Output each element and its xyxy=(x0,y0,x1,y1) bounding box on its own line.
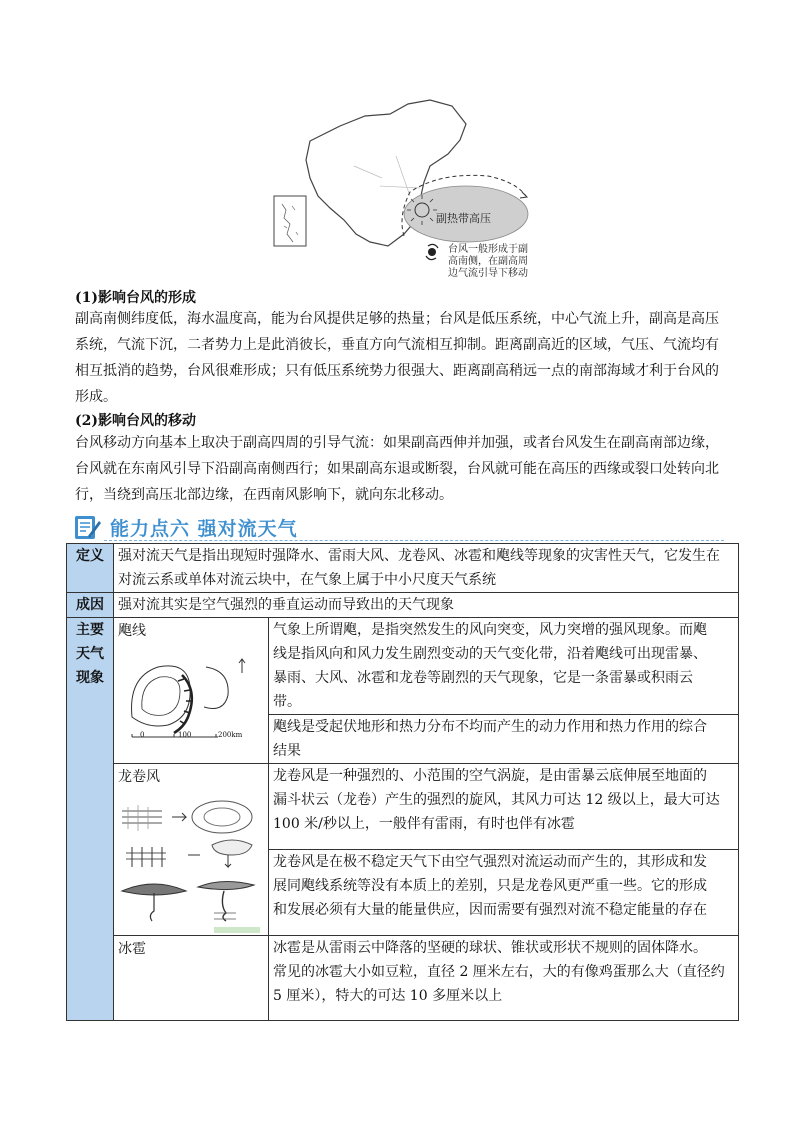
tornado-desc-cell xyxy=(269,764,739,850)
section-paragraph-formation xyxy=(75,306,735,410)
definition-cell xyxy=(114,544,739,593)
hail-desc-cell xyxy=(269,936,739,1021)
phenomena-label-line: 天气 xyxy=(76,646,104,662)
scale-label: 100 xyxy=(178,731,192,739)
definition-line: 强对流天气是指出现短时强降水、雷雨大风、龙卷风、冰雹和飑线等现象的灾害性天气，它发生在 xyxy=(118,548,720,564)
hail-name-cell xyxy=(114,936,269,1021)
scale-label: 0 xyxy=(140,731,145,739)
table-row-definition xyxy=(67,544,739,593)
tornado-desc-line: 100 米/秒以上，一般伴有雷雨，有时也伴有冰雹 xyxy=(273,816,575,832)
cause-label: 成因 xyxy=(67,593,114,618)
definition-line: 对流云系或单体对流云块中，在气象上属于中小尺度天气系统 xyxy=(118,572,496,588)
definition-label: 定义 xyxy=(67,544,114,593)
phenomena-label-line: 主要 xyxy=(76,622,104,638)
tornado-cause-line: 和发展必须有大量的能量供应，因而需要有强烈对流不稳定能量的存在 xyxy=(273,902,707,918)
squall-line-diagram xyxy=(118,647,258,743)
tornado-desc-line: 龙卷风是一种强烈的、小范围的空气涡旋，是由雷暴云底伸展至地面的 xyxy=(273,768,707,784)
squall-cause-line: 飑线是受起伏地形和热力分布不均而产生的动力作用和热力作用的综合 xyxy=(273,719,707,735)
hail-desc-line: 5 厘米），特大的可达 10 多厘米以上 xyxy=(273,988,503,1004)
scale-label: 200km xyxy=(218,731,243,739)
paragraph-line: 行，当绕到高压北部边缘，在西南风影响下，就向东北移动。 xyxy=(75,487,453,503)
squall-desc-cell xyxy=(269,618,739,715)
phenomena-label xyxy=(67,618,114,1021)
squall-cause-cell xyxy=(269,715,739,764)
typhoon-caption-3: 边气流引导下移动 xyxy=(448,268,528,279)
table-row-hail xyxy=(67,936,739,1021)
hail-desc-line: 冰雹是从雷雨云中降落的坚硬的球状、锥状或形状不规则的固体降水。 xyxy=(273,940,707,956)
section-heading-movement: (2)影响台风的移动 xyxy=(75,413,196,429)
squall-desc-line: 暴雨、大风、冰雹和龙卷等剧烈的天气现象，它是一条雷暴或积雨云 xyxy=(273,670,693,686)
squall-name: 飑线 xyxy=(118,623,146,639)
hail-name: 冰雹 xyxy=(118,941,146,957)
typhoon-caption-2: 高南侧，在副高周 xyxy=(448,256,528,267)
tornado-formation-diagram xyxy=(118,793,264,935)
tornado-cause-line: 龙卷风是在极不稳定天气下由空气强烈对流运动而产生的，其形成和发 xyxy=(273,854,707,870)
squall-desc-line: 带。 xyxy=(273,694,301,710)
cause-cell: 强对流其实是空气强烈的垂直运动而导致出的天气现象 xyxy=(114,593,739,618)
paragraph-line: 相互抵消的趋势，台风很难形成；只有低压系统势力很强大、距离副高稍远一点的南部海域才利于台风的 xyxy=(75,363,719,379)
table-row-tornado xyxy=(67,764,739,850)
phenomena-label-line: 现象 xyxy=(76,670,104,686)
paragraph-line: 副高南侧纬度低，海水温度高，能为台风提供足够的热量；台风是低压系统，中心气流上升，副高是高压 xyxy=(75,311,719,327)
banner-divider xyxy=(104,540,724,541)
squall-cause-line: 结果 xyxy=(273,743,301,759)
section-paragraph-movement xyxy=(75,430,735,508)
paragraph-line: 系统，气流下沉，二者势力上是此消彼长，垂直方向气流相互抑制。距离副高近的区域，气压、气流均有 xyxy=(75,337,719,353)
tornado-cause-line: 展同飑线系统等没有本质上的差别，只是龙卷风更严重一些。它的形成 xyxy=(273,878,707,894)
china-map-figure xyxy=(270,96,532,282)
table-row-cause xyxy=(67,593,739,618)
hail-desc-line: 常见的冰雹大小如豆粒，直径 2 厘米左右，大的有像鸡蛋那么大（直径约 xyxy=(273,964,725,980)
paragraph-line: 台风就在东南风引导下沿副高南侧西行；如果副高东退或断裂，台风就可能在高压的西缘或裂口处转向北 xyxy=(75,461,719,477)
high-pressure-label: 副热带高压 xyxy=(436,212,491,225)
paragraph-line: 台风移动方向基本上取决于副高四周的引导气流：如果副高西伸并加强，或者台风发生在副高南部边缘， xyxy=(75,435,719,451)
tornado-desc-line: 漏斗状云（龙卷）产生的强烈的旋风，其风力可达 12 级以上，最大可达 xyxy=(273,792,720,808)
typhoon-caption-1: 台风一般形成于副 xyxy=(448,244,528,255)
tornado-name: 龙卷风 xyxy=(118,769,160,785)
tornado-name-cell xyxy=(114,764,269,936)
banner-title: 能力点六 强对流天气 xyxy=(110,518,298,540)
tornado-cause-cell xyxy=(269,850,739,936)
squall-desc-line: 气象上所谓飑，是指突然发生的风向突变，风力突增的强风现象。而飑 xyxy=(273,622,707,638)
squall-name-cell xyxy=(114,618,269,764)
convection-weather-table xyxy=(66,543,739,1021)
section-banner xyxy=(72,512,737,542)
squall-desc-line: 线是指风向和风力发生剧烈变动的天气变化带，沿着飑线可出现雷暴、 xyxy=(273,646,707,662)
table-row-squall xyxy=(67,618,739,715)
notebook-pencil-icon xyxy=(72,512,102,542)
section-heading-formation: (1)影响台风的形成 xyxy=(75,290,196,306)
paragraph-line: 形成。 xyxy=(75,389,117,405)
